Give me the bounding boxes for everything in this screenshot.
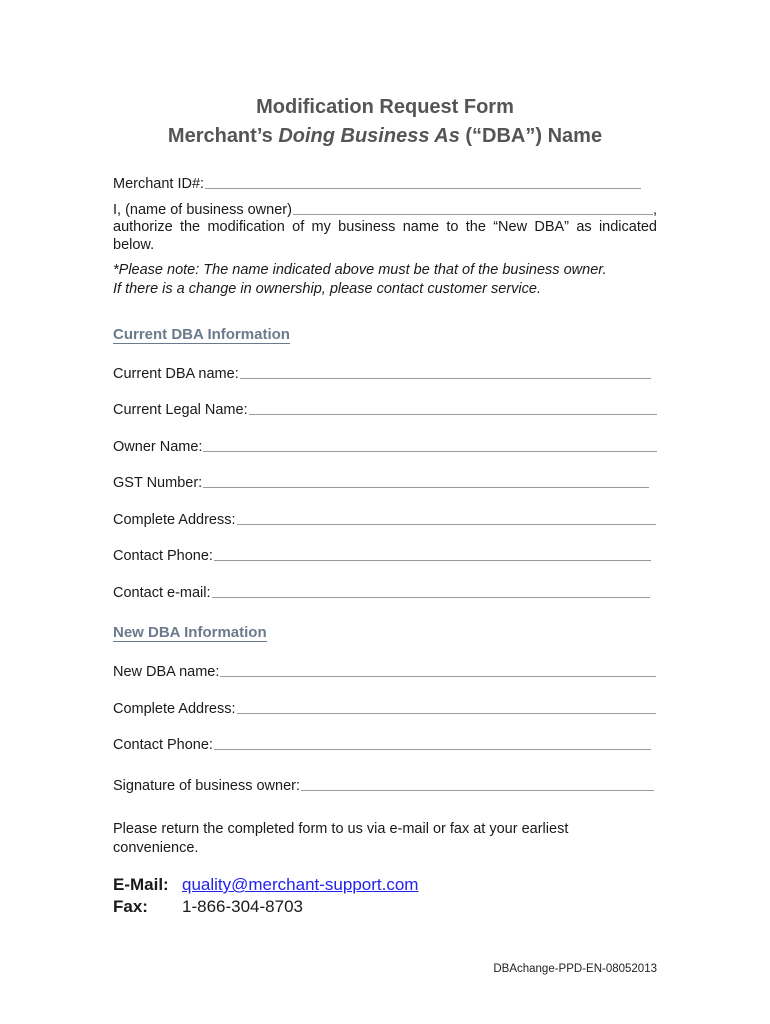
- field-label: Contact Phone:: [113, 737, 213, 753]
- form-code: DBAchange-PPD-EN-08052013: [493, 963, 657, 975]
- gst-number-field[interactable]: [113, 471, 649, 491]
- field-label: Current DBA name:: [113, 366, 239, 382]
- field-line[interactable]: [237, 524, 656, 525]
- new-dba-name-field[interactable]: [113, 660, 656, 680]
- field-line[interactable]: [203, 487, 649, 488]
- field-label: Complete Address:: [113, 701, 236, 717]
- field-line[interactable]: [240, 378, 651, 379]
- field-label: Contact e-mail:: [113, 585, 211, 601]
- return-line-2: convenience.: [113, 840, 199, 856]
- owner-name-info-field[interactable]: [113, 435, 657, 455]
- field-line[interactable]: [203, 451, 657, 452]
- owner-name-field[interactable]: [113, 198, 657, 218]
- signature-line[interactable]: [301, 790, 654, 791]
- merchant-id-line[interactable]: [205, 188, 641, 189]
- field-label: GST Number:: [113, 475, 203, 491]
- current-legal-name-field[interactable]: [113, 398, 657, 418]
- current-dba-heading: Current DBA Information: [113, 326, 290, 343]
- owner-name-label: I, (name of business owner): [113, 202, 292, 218]
- field-label: New DBA name:: [113, 664, 220, 680]
- form-title: Modification Request Form: [256, 96, 514, 118]
- note-line-1: *Please note: The name indicated above must be that of the business owner.: [113, 262, 607, 278]
- field-line[interactable]: [249, 414, 657, 415]
- new-address-field[interactable]: [113, 697, 656, 717]
- fax-row: [113, 897, 303, 917]
- fax-label: Fax:: [113, 897, 148, 916]
- field-label: Complete Address:: [113, 512, 236, 528]
- return-line-1: Please return the completed form to us via e-mail or fax at your earliest: [113, 821, 569, 837]
- email-row: [113, 875, 418, 895]
- field-label: Current Legal Name:: [113, 402, 248, 418]
- new-phone-field[interactable]: [113, 733, 651, 753]
- current-email-field[interactable]: [113, 581, 650, 601]
- field-line[interactable]: [220, 676, 656, 677]
- field-line[interactable]: [237, 713, 656, 714]
- field-label: Contact Phone:: [113, 548, 213, 564]
- return-instructions: [113, 820, 568, 858]
- current-dba-name-field[interactable]: [113, 362, 651, 382]
- ownership-note: [113, 261, 673, 299]
- field-line[interactable]: [214, 749, 651, 750]
- field-line[interactable]: [212, 597, 650, 598]
- signature-label: Signature of business owner:: [113, 778, 300, 794]
- owner-name-line[interactable]: [293, 214, 653, 215]
- current-phone-field[interactable]: [113, 544, 651, 564]
- merchant-id-label: Merchant ID#:: [113, 176, 205, 192]
- fax-number: 1-866-304-8703: [182, 897, 303, 916]
- email-label: E-Mail:: [113, 875, 169, 894]
- note-line-2: If there is a change in ownership, please contact customer service.: [113, 281, 541, 297]
- email-link[interactable]: quality@merchant-support.com: [182, 875, 419, 894]
- merchant-id-field[interactable]: [113, 172, 641, 192]
- owner-name-comma: ,: [652, 202, 657, 218]
- field-line[interactable]: [214, 560, 651, 561]
- field-label: Owner Name:: [113, 439, 203, 455]
- new-dba-heading: New DBA Information: [113, 624, 267, 641]
- current-address-field[interactable]: [113, 508, 656, 528]
- signature-field[interactable]: [113, 774, 654, 794]
- authorize-text: authorize the modification of my business name to the “New DBA” as indicated below.: [113, 219, 657, 253]
- form-subtitle: Merchant’s Doing Business As (“DBA”) Name: [167, 125, 603, 147]
